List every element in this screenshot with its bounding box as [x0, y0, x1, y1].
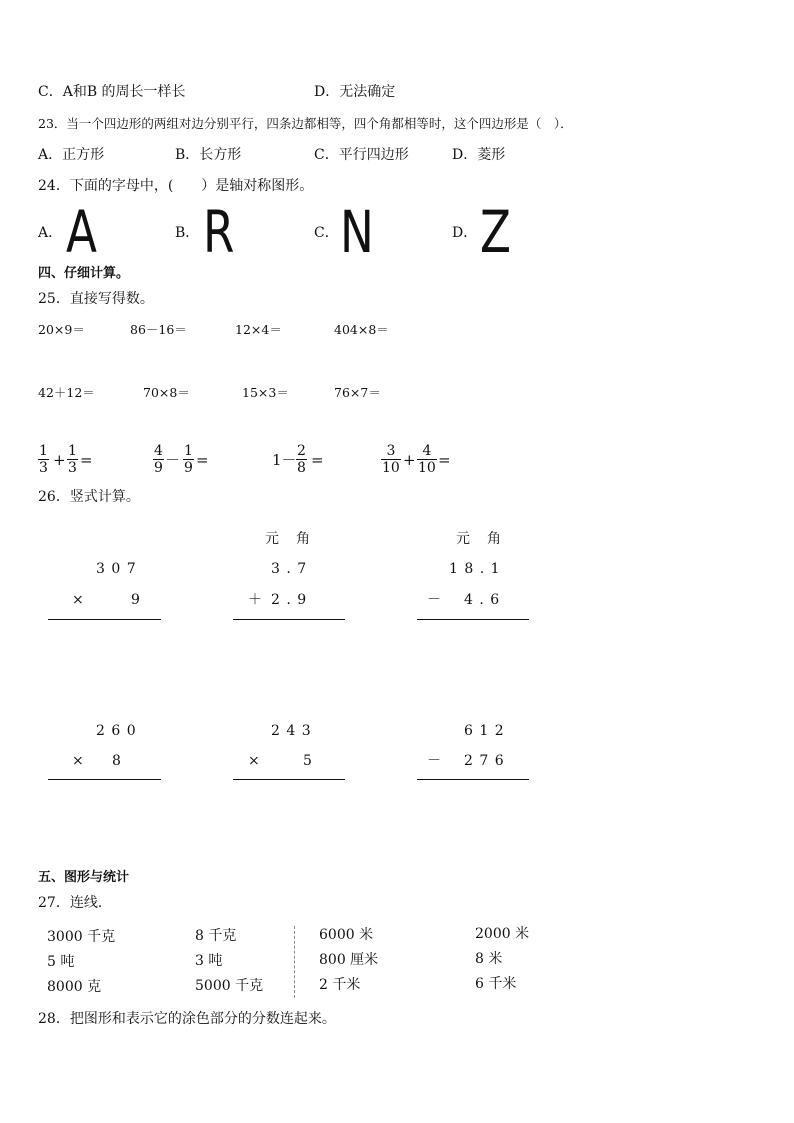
- q27-col3-item: 6000 米: [319, 927, 374, 943]
- calc-underline: [48, 619, 161, 620]
- q23-option-c: C．平行四边形: [314, 147, 409, 163]
- unit-yuan: 元: [456, 531, 470, 547]
- q27-col4-item: 8 米: [475, 951, 503, 967]
- q23-stem: 23．当一个四边形的两组对边分别平行，四条边都相等，四个角都相等时，这个四边形是（ ）．: [38, 116, 573, 131]
- calc-operator: ×: [72, 592, 84, 608]
- q25-r1-item: 404×8＝: [334, 322, 389, 337]
- unit-yuan: 元: [265, 531, 279, 547]
- q25-r1-item: 12×4＝: [235, 322, 282, 337]
- q24-option-b-label: B．: [175, 225, 200, 241]
- q24-letter-z: Z: [480, 198, 511, 266]
- q25-r2-item: 76×7＝: [334, 385, 381, 400]
- calc-top: 2 4 3: [271, 723, 312, 739]
- q27-col1-item: 5 吨: [47, 954, 75, 970]
- calc-underline: [233, 619, 345, 620]
- section-5-heading: 五、图形与统计: [38, 870, 130, 885]
- q27-col1-item: 8000 克: [47, 979, 102, 995]
- q25-r2-item: 42＋12＝: [38, 385, 95, 400]
- q27-col2-item: 3 吨: [195, 953, 223, 969]
- q25-r1-item: 20×9＝: [38, 322, 85, 337]
- q24-option-d-label: D．: [452, 225, 478, 241]
- calc-bottom: 4 . 6: [464, 592, 501, 608]
- calc-bottom: 2 7 6: [464, 753, 505, 769]
- calc-operator: ＋: [248, 592, 262, 608]
- q24-letter-n: N: [340, 198, 374, 266]
- fraction: $\frac{4}{10}$: [418, 443, 436, 476]
- calc-top: 3 0 7: [96, 561, 137, 577]
- fraction: $\frac{1}{3}$: [39, 443, 48, 476]
- q24-letter-a: A: [66, 198, 97, 266]
- q27-divider: [294, 926, 295, 998]
- q25-r2-item: 15×3＝: [242, 385, 289, 400]
- q23-option-d: D．菱形: [452, 147, 506, 163]
- unit-jiao: 角: [296, 531, 310, 547]
- calc-operator: －: [427, 592, 441, 608]
- q23-option-b: B．长方形: [175, 147, 242, 163]
- calc-operator: ×: [72, 753, 84, 769]
- fraction: $\frac{4}{9}$: [154, 443, 163, 476]
- calc-top: 3 . 7: [271, 561, 308, 577]
- calc-underline: [48, 779, 161, 780]
- q24-letter-r: R: [203, 198, 235, 266]
- q27-col2-item: 8 千克: [195, 928, 237, 944]
- q27-stem: 27．连线.: [38, 895, 103, 911]
- q26-stem: 26．竖式计算。: [38, 489, 140, 505]
- fraction: $\frac{3}{10}$: [382, 443, 400, 476]
- q24-option-a-label: A．: [38, 225, 63, 241]
- calc-underline: [417, 779, 529, 780]
- q27-col3-item: 2 千米: [319, 977, 361, 993]
- section-4-heading: 四、仔细计算。: [38, 266, 130, 281]
- q28-stem: 28．把图形和表示它的涂色部分的分数连起来。: [38, 1011, 336, 1027]
- q27-col4-item: 6 千米: [475, 976, 517, 992]
- calc-operator: －: [427, 753, 441, 769]
- q25-r1-item: 86－16＝: [130, 322, 187, 337]
- calc-bottom: 8: [112, 753, 121, 769]
- q22-option-d: D．无法确定: [314, 84, 396, 100]
- calc-top: 6 1 2: [464, 723, 505, 739]
- q27-col3-item: 800 厘米: [319, 952, 379, 968]
- q25-stem: 25．直接写得数。: [38, 291, 154, 307]
- calc-bottom: 9: [131, 592, 140, 608]
- q27-col4-item: 2000 米: [475, 926, 530, 942]
- fraction: $\frac{1}{9}$: [184, 443, 193, 476]
- q27-col2-item: 5000 千克: [195, 978, 264, 994]
- calc-top: 1 8 . 1: [449, 561, 501, 577]
- q23-option-a: A．正方形: [38, 147, 105, 163]
- calc-bottom: 5: [303, 753, 312, 769]
- calc-bottom: 2 . 9: [271, 592, 308, 608]
- fraction: $\frac{2}{8}$: [297, 443, 306, 476]
- calc-underline: [233, 779, 345, 780]
- q24-stem: 24．下面的字母中，( ）是轴对称图形。: [38, 178, 314, 194]
- calc-underline: [417, 619, 529, 620]
- calc-top: 2 6 0: [96, 723, 137, 739]
- fraction: $\frac{1}{3}$: [68, 443, 77, 476]
- calc-operator: ×: [248, 753, 260, 769]
- q22-option-c: C．A和B 的周长一样长: [38, 84, 186, 100]
- q24-option-c-label: C．: [314, 225, 339, 241]
- q25-r2-item: 70×8＝: [143, 385, 190, 400]
- unit-jiao: 角: [487, 531, 501, 547]
- q27-col1-item: 3000 千克: [47, 929, 116, 945]
